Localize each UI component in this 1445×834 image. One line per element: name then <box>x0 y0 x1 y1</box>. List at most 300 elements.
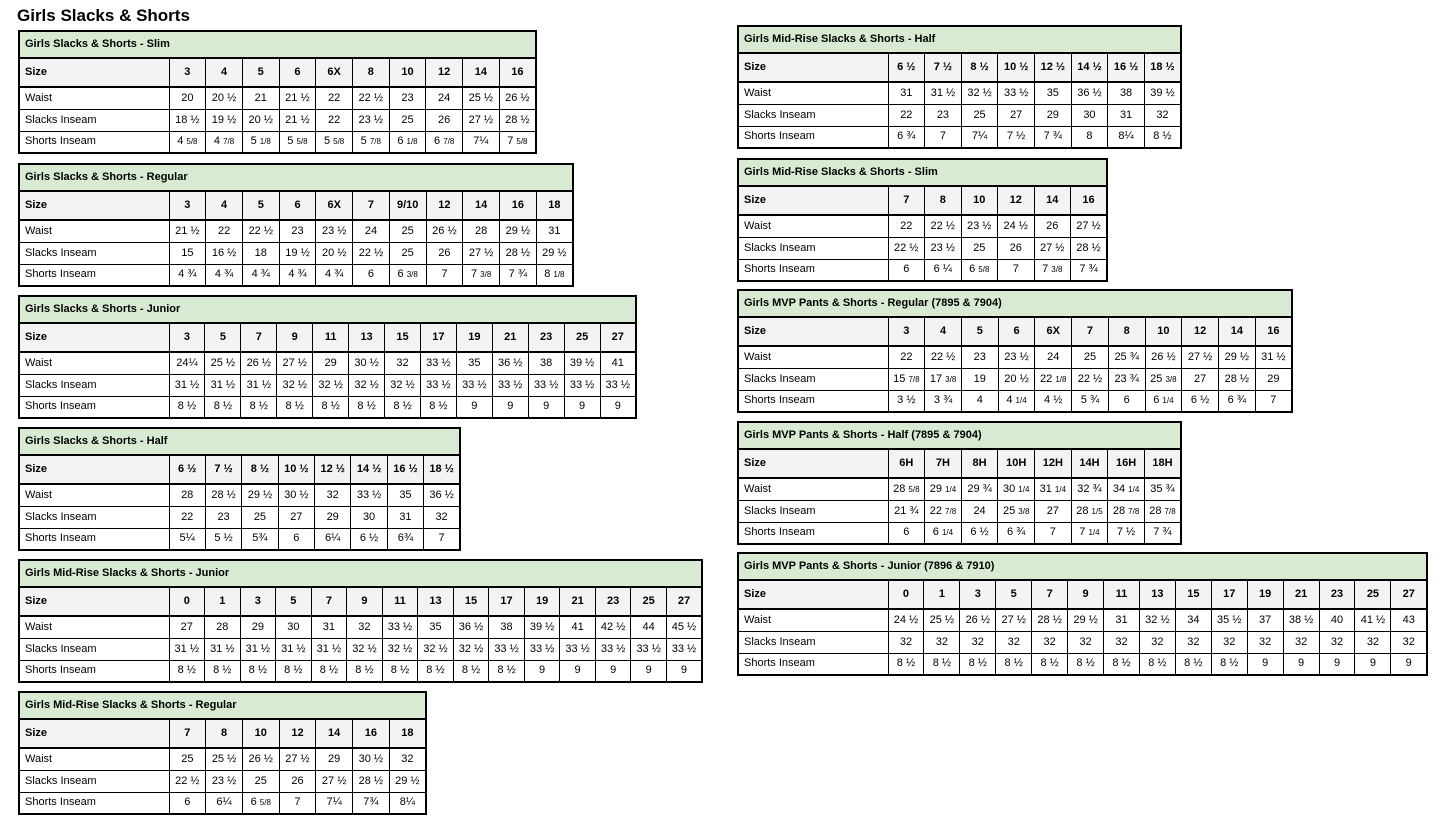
value-cell: 29 ½ <box>389 770 426 792</box>
row-label: Shorts Inseam <box>19 660 169 682</box>
value-cell: 22 ½ <box>352 87 389 109</box>
waist-row <box>738 215 1107 237</box>
value-cell: 33 ½ <box>631 638 667 660</box>
value-cell: 8 ½ <box>453 660 489 682</box>
value-cell: 35 <box>456 352 492 374</box>
value-cell: 6 5/8 <box>242 792 279 814</box>
size-header-cell: 6X <box>316 58 353 87</box>
value-cell: 31 ½ <box>1255 346 1292 368</box>
value-cell: 25 ¾ <box>1108 346 1145 368</box>
size-header-cell: 7 <box>353 191 390 220</box>
value-cell: 28 <box>463 220 500 242</box>
value-cell: 33 ½ <box>560 638 596 660</box>
value-cell: 6 ½ <box>351 528 387 550</box>
value-cell: 31 1/4 <box>1035 478 1072 500</box>
size-row-label: Size <box>19 719 169 748</box>
value-cell: 7 <box>1035 522 1072 544</box>
size-chart-table <box>18 427 461 551</box>
value-cell: 22 ½ <box>888 237 925 259</box>
value-cell: 22 <box>888 104 925 126</box>
size-header-cell: 7 <box>1032 580 1068 609</box>
size-header-cell: 15 <box>1175 580 1211 609</box>
value-cell: 29 ¾ <box>961 478 998 500</box>
value-cell: 32 <box>1032 631 1068 653</box>
value-cell: 23 ½ <box>316 220 353 242</box>
value-cell: 5 1/8 <box>242 131 279 153</box>
size-header-cell: 9/10 <box>389 191 426 220</box>
value-cell: 38 <box>528 352 564 374</box>
waist-row <box>19 87 536 109</box>
table-title-row <box>19 164 573 191</box>
size-header-cell: 8 <box>352 58 389 87</box>
table-title: Girls MVP Pants & Shorts - Half (7895 & 7904) <box>738 422 1181 449</box>
value-cell: 4 ¾ <box>316 264 353 286</box>
row-label: Slacks Inseam <box>738 500 888 522</box>
size-chart-midrise-slacks-shorts-regular <box>18 691 427 815</box>
value-cell: 9 <box>560 660 596 682</box>
row-label: Waist <box>19 616 169 638</box>
value-cell: 29 <box>315 506 351 528</box>
value-cell: 25 3/8 <box>998 500 1035 522</box>
size-header-cell: 21 <box>492 323 528 352</box>
value-cell: 25 <box>389 109 426 131</box>
value-cell: 28 ½ <box>353 770 390 792</box>
value-cell: 21 <box>242 87 279 109</box>
value-cell: 24¼ <box>169 352 205 374</box>
value-cell: 33 ½ <box>600 374 636 396</box>
value-cell: 31 ½ <box>276 638 312 660</box>
value-cell: 32 ½ <box>349 374 385 396</box>
value-cell: 27 ½ <box>1071 215 1108 237</box>
value-cell: 23 ½ <box>925 237 962 259</box>
value-cell: 8 ½ <box>489 660 525 682</box>
size-header-row <box>738 317 1292 346</box>
value-cell: 8 ½ <box>313 396 349 418</box>
value-cell: 30 <box>1071 104 1108 126</box>
value-cell: 28 ½ <box>1071 237 1108 259</box>
value-cell: 7 <box>279 792 316 814</box>
value-cell: 31 <box>888 82 925 104</box>
value-cell: 4 ¾ <box>206 264 243 286</box>
value-cell: 28 7/8 <box>1144 500 1181 522</box>
value-cell: 29 ½ <box>499 220 536 242</box>
value-cell: 6 <box>888 522 925 544</box>
value-cell: 29 <box>316 748 353 770</box>
waist-row <box>19 748 426 770</box>
value-cell: 36 ½ <box>1071 82 1108 104</box>
size-header-cell: 6 ½ <box>888 53 925 82</box>
value-cell: 8 ½ <box>240 660 276 682</box>
size-header-cell: 6 <box>998 317 1035 346</box>
value-cell: 29 ½ <box>1218 346 1255 368</box>
waist-row <box>19 220 573 242</box>
value-cell: 9 <box>564 396 600 418</box>
value-cell: 25 ½ <box>206 748 243 770</box>
size-header-cell: 11 <box>313 323 349 352</box>
size-header-cell: 18 ½ <box>1144 53 1181 82</box>
size-chart-table <box>737 552 1428 676</box>
size-header-cell: 6X <box>1035 317 1072 346</box>
value-cell: 30 <box>351 506 387 528</box>
value-cell: 33 ½ <box>998 82 1035 104</box>
size-header-cell: 12 <box>426 191 463 220</box>
shorts-inseam-row <box>738 126 1181 148</box>
size-header-cell: 14 <box>316 719 353 748</box>
value-cell: 6¾ <box>387 528 423 550</box>
value-cell: 3 ¾ <box>925 390 962 412</box>
waist-row <box>19 616 702 638</box>
value-cell: 7 ½ <box>998 126 1035 148</box>
value-cell: 29 <box>1255 368 1292 390</box>
waist-row <box>738 478 1181 500</box>
size-row-label: Size <box>738 449 888 478</box>
value-cell: 8 ½ <box>349 396 385 418</box>
size-header-cell: 5 <box>276 587 312 616</box>
value-cell: 24 <box>353 220 390 242</box>
value-cell: 20 ½ <box>206 87 243 109</box>
value-cell: 17 3/8 <box>925 368 962 390</box>
slacks-inseam-row <box>19 638 702 660</box>
value-cell: 26 ½ <box>242 748 279 770</box>
size-header-cell: 13 <box>418 587 454 616</box>
value-cell: 32 ½ <box>313 374 349 396</box>
value-cell: 31 ½ <box>241 374 277 396</box>
value-cell: 26 ½ <box>426 220 463 242</box>
row-label: Waist <box>738 609 888 631</box>
value-cell: 23 <box>205 506 241 528</box>
value-cell: 31 <box>1104 609 1140 631</box>
value-cell: 22 <box>888 346 925 368</box>
value-cell: 22 ½ <box>353 242 390 264</box>
size-header-cell: 19 <box>524 587 560 616</box>
value-cell: 7 ¾ <box>499 264 536 286</box>
value-cell: 31 <box>1108 104 1145 126</box>
value-cell: 25 3/8 <box>1145 368 1182 390</box>
value-cell: 38 ½ <box>1283 609 1319 631</box>
size-header-cell: 14 <box>1218 317 1255 346</box>
value-cell: 8 ½ <box>996 653 1032 675</box>
row-label: Slacks Inseam <box>19 109 169 131</box>
value-cell: 26 ½ <box>960 609 996 631</box>
table-title-row <box>738 422 1181 449</box>
value-cell: 22 <box>206 220 243 242</box>
size-header-cell: 7 <box>888 186 925 215</box>
size-header-cell: 3 <box>240 587 276 616</box>
value-cell: 8 ½ <box>347 660 383 682</box>
size-header-cell: 12 <box>1182 317 1219 346</box>
value-cell: 35 <box>387 484 423 506</box>
size-header-cell: 16 <box>1071 186 1108 215</box>
value-cell: 8 ½ <box>277 396 313 418</box>
value-cell: 32 ½ <box>347 638 383 660</box>
value-cell: 8 <box>1071 126 1108 148</box>
size-header-cell: 13 <box>349 323 385 352</box>
shorts-inseam-row <box>19 131 536 153</box>
value-cell: 26 <box>426 242 463 264</box>
size-header-row <box>19 719 426 748</box>
size-header-cell: 4 <box>925 317 962 346</box>
value-cell: 23 <box>961 346 998 368</box>
row-label: Waist <box>19 484 169 506</box>
value-cell: 6¼ <box>206 792 243 814</box>
value-cell: 34 1/4 <box>1108 478 1145 500</box>
value-cell: 9 <box>1319 653 1355 675</box>
size-header-cell: 25 <box>564 323 600 352</box>
size-header-cell: 3 <box>169 191 206 220</box>
table-title: Girls Slacks & Shorts - Slim <box>19 31 536 58</box>
value-cell: 26 <box>1034 215 1071 237</box>
table-title: Girls Slacks & Shorts - Half <box>19 428 460 455</box>
waist-row <box>738 609 1427 631</box>
value-cell: 6 <box>169 792 206 814</box>
value-cell: 6 1/8 <box>389 131 426 153</box>
size-header-cell: 19 <box>456 323 492 352</box>
row-label: Shorts Inseam <box>19 528 169 550</box>
size-header-cell: 17 <box>1211 580 1247 609</box>
size-chart-table <box>737 25 1182 149</box>
row-label: Shorts Inseam <box>738 522 888 544</box>
value-cell: 29 ½ <box>242 484 278 506</box>
size-chart-table <box>18 30 537 154</box>
value-cell: 22 1/8 <box>1035 368 1072 390</box>
table-title: Girls MVP Pants & Shorts - Regular (7895 & 7904) <box>738 290 1292 317</box>
value-cell: 7 <box>1255 390 1292 412</box>
value-cell: 4 5/8 <box>169 131 206 153</box>
value-cell: 31 ½ <box>240 638 276 660</box>
value-cell: 21 ¾ <box>888 500 925 522</box>
size-header-cell: 7 <box>241 323 277 352</box>
value-cell: 44 <box>631 616 667 638</box>
size-header-cell: 16 <box>1255 317 1292 346</box>
size-header-cell: 16 ½ <box>1108 53 1145 82</box>
page-title: Girls Slacks & Shorts <box>17 6 190 25</box>
waist-row <box>738 82 1181 104</box>
value-cell: 19 ½ <box>206 109 243 131</box>
value-cell: 32 ½ <box>382 638 418 660</box>
value-cell: 24 ½ <box>998 215 1035 237</box>
value-cell: 21 ½ <box>169 220 206 242</box>
value-cell: 22 ½ <box>1072 368 1109 390</box>
value-cell: 25 <box>242 770 279 792</box>
size-chart-table <box>737 289 1293 413</box>
value-cell: 20 ½ <box>316 242 353 264</box>
value-cell: 32 <box>1247 631 1283 653</box>
table-title-row <box>738 553 1427 580</box>
shorts-inseam-row <box>738 259 1107 281</box>
size-header-cell: 14 <box>1034 186 1071 215</box>
value-cell: 39 ½ <box>1144 82 1181 104</box>
size-row-label: Size <box>19 587 169 616</box>
value-cell: 25 <box>961 104 998 126</box>
value-cell: 18 <box>242 242 279 264</box>
value-cell: 23 ½ <box>352 109 389 131</box>
size-chart-midrise-slacks-shorts-junior <box>18 559 703 683</box>
value-cell: 32 <box>996 631 1032 653</box>
shorts-inseam-row <box>738 653 1427 675</box>
size-header-cell: 6X <box>316 191 353 220</box>
value-cell: 8 ½ <box>1139 653 1175 675</box>
value-cell: 32 ½ <box>418 638 454 660</box>
value-cell: 9 <box>631 660 667 682</box>
value-cell: 9 <box>595 660 631 682</box>
value-cell: 5 ½ <box>205 528 241 550</box>
value-cell: 8 ½ <box>385 396 421 418</box>
value-cell: 22 <box>888 215 925 237</box>
value-cell: 6 ¼ <box>925 259 962 281</box>
table-title: Girls Mid-Rise Slacks & Shorts - Slim <box>738 159 1107 186</box>
size-header-cell: 23 <box>595 587 631 616</box>
row-label: Waist <box>19 87 169 109</box>
shorts-inseam-row <box>19 396 636 418</box>
size-header-cell: 7 <box>169 719 206 748</box>
value-cell: 7 ¾ <box>1035 126 1072 148</box>
size-header-cell: 18 <box>536 191 573 220</box>
size-header-cell: 15 <box>453 587 489 616</box>
value-cell: 7 ¾ <box>1144 522 1181 544</box>
value-cell: 30 1/4 <box>998 478 1035 500</box>
value-cell: 32 <box>1104 631 1140 653</box>
value-cell: 33 ½ <box>420 374 456 396</box>
value-cell: 24 ½ <box>888 609 924 631</box>
value-cell: 7 3/8 <box>463 264 500 286</box>
value-cell: 27 ½ <box>463 109 500 131</box>
size-header-cell: 12 ½ <box>1035 53 1072 82</box>
value-cell: 6 1/4 <box>1145 390 1182 412</box>
size-header-cell: 27 <box>1391 580 1427 609</box>
value-cell: 32 ½ <box>961 82 998 104</box>
size-row-label: Size <box>738 580 888 609</box>
value-cell: 8 ½ <box>1104 653 1140 675</box>
row-label: Slacks Inseam <box>19 242 169 264</box>
size-header-cell: 12 <box>279 719 316 748</box>
value-cell: 8¼ <box>389 792 426 814</box>
size-header-cell: 1 <box>924 580 960 609</box>
value-cell: 6 <box>888 259 925 281</box>
size-header-cell: 10 <box>1145 317 1182 346</box>
shorts-inseam-row <box>738 522 1181 544</box>
value-cell: 8 ½ <box>1032 653 1068 675</box>
size-header-cell: 10 <box>242 719 279 748</box>
size-header-cell: 3 <box>960 580 996 609</box>
value-cell: 9 <box>492 396 528 418</box>
value-cell: 33 ½ <box>666 638 702 660</box>
value-cell: 18 ½ <box>169 109 206 131</box>
value-cell: 29 ½ <box>1068 609 1104 631</box>
value-cell: 32 <box>347 616 383 638</box>
size-header-cell: 8 <box>206 719 243 748</box>
size-header-cell: 27 <box>600 323 636 352</box>
value-cell: 30 <box>276 616 312 638</box>
value-cell: 25 <box>961 237 998 259</box>
value-cell: 32 ½ <box>385 374 421 396</box>
shorts-inseam-row <box>19 792 426 814</box>
size-header-cell: 25 <box>631 587 667 616</box>
row-label: Shorts Inseam <box>738 259 888 281</box>
value-cell: 39 ½ <box>564 352 600 374</box>
value-cell: 28 ½ <box>1218 368 1255 390</box>
value-cell: 6 ¾ <box>888 126 925 148</box>
row-label: Slacks Inseam <box>738 104 888 126</box>
value-cell: 22 ½ <box>242 220 279 242</box>
slacks-inseam-row <box>19 109 536 131</box>
value-cell: 4 7/8 <box>206 131 243 153</box>
value-cell: 5 5/8 <box>279 131 316 153</box>
value-cell: 38 <box>489 616 525 638</box>
size-header-cell: 23 <box>528 323 564 352</box>
slacks-inseam-row <box>738 237 1107 259</box>
value-cell: 32 <box>924 631 960 653</box>
size-header-cell: 16 <box>353 719 390 748</box>
size-header-cell: 14 ½ <box>351 455 387 484</box>
value-cell: 4 ¾ <box>279 264 316 286</box>
row-label: Waist <box>19 220 169 242</box>
value-cell: 8¼ <box>1108 126 1145 148</box>
size-chart-slacks-shorts-half <box>18 427 461 551</box>
value-cell: 32 <box>1283 631 1319 653</box>
value-cell: 31 ½ <box>169 638 205 660</box>
value-cell: 24 <box>961 500 998 522</box>
size-header-cell: 25 <box>1355 580 1391 609</box>
size-header-cell: 14H <box>1071 449 1108 478</box>
value-cell: 15 7/8 <box>888 368 925 390</box>
size-row-label: Size <box>738 317 888 346</box>
size-header-cell: 9 <box>277 323 313 352</box>
table-title-row <box>19 428 460 455</box>
table-title-row <box>19 296 636 323</box>
value-cell: 7 <box>925 126 962 148</box>
table-title-row <box>19 560 702 587</box>
size-header-cell: 8H <box>961 449 998 478</box>
size-header-cell: 0 <box>169 587 205 616</box>
value-cell: 27 ½ <box>277 352 313 374</box>
size-header-cell: 17 <box>420 323 456 352</box>
value-cell: 20 ½ <box>998 368 1035 390</box>
size-header-cell: 8 <box>1108 317 1145 346</box>
size-header-cell: 7 <box>1072 317 1109 346</box>
size-header-cell: 23 <box>1319 580 1355 609</box>
size-header-cell: 0 <box>888 580 924 609</box>
size-chart-table <box>18 691 427 815</box>
value-cell: 8 ½ <box>1144 126 1181 148</box>
value-cell: 7¾ <box>353 792 390 814</box>
size-header-row <box>19 323 636 352</box>
value-cell: 40 <box>1319 609 1355 631</box>
value-cell: 8 ½ <box>169 660 205 682</box>
value-cell: 6 ½ <box>1182 390 1219 412</box>
value-cell: 6 <box>1108 390 1145 412</box>
size-chart-midrise-slacks-shorts-half <box>737 25 1182 149</box>
value-cell: 31 <box>387 506 423 528</box>
row-label: Waist <box>738 478 888 500</box>
row-label: Slacks Inseam <box>19 770 169 792</box>
value-cell: 8 ½ <box>1175 653 1211 675</box>
size-header-cell: 16 ½ <box>387 455 423 484</box>
size-header-cell: 15 <box>385 323 421 352</box>
size-header-cell: 9 <box>347 587 383 616</box>
value-cell: 27 <box>1035 500 1072 522</box>
value-cell: 8 ½ <box>311 660 347 682</box>
value-cell: 7 ½ <box>1108 522 1145 544</box>
value-cell: 6 ¾ <box>998 522 1035 544</box>
size-chart-slacks-shorts-slim <box>18 30 537 154</box>
value-cell: 27 <box>998 104 1035 126</box>
value-cell: 43 <box>1391 609 1427 631</box>
value-cell: 8 ½ <box>1068 653 1104 675</box>
size-header-cell: 7 ½ <box>205 455 241 484</box>
value-cell: 26 ½ <box>1145 346 1182 368</box>
value-cell: 22 ½ <box>169 770 206 792</box>
value-cell: 32 ½ <box>1139 609 1175 631</box>
